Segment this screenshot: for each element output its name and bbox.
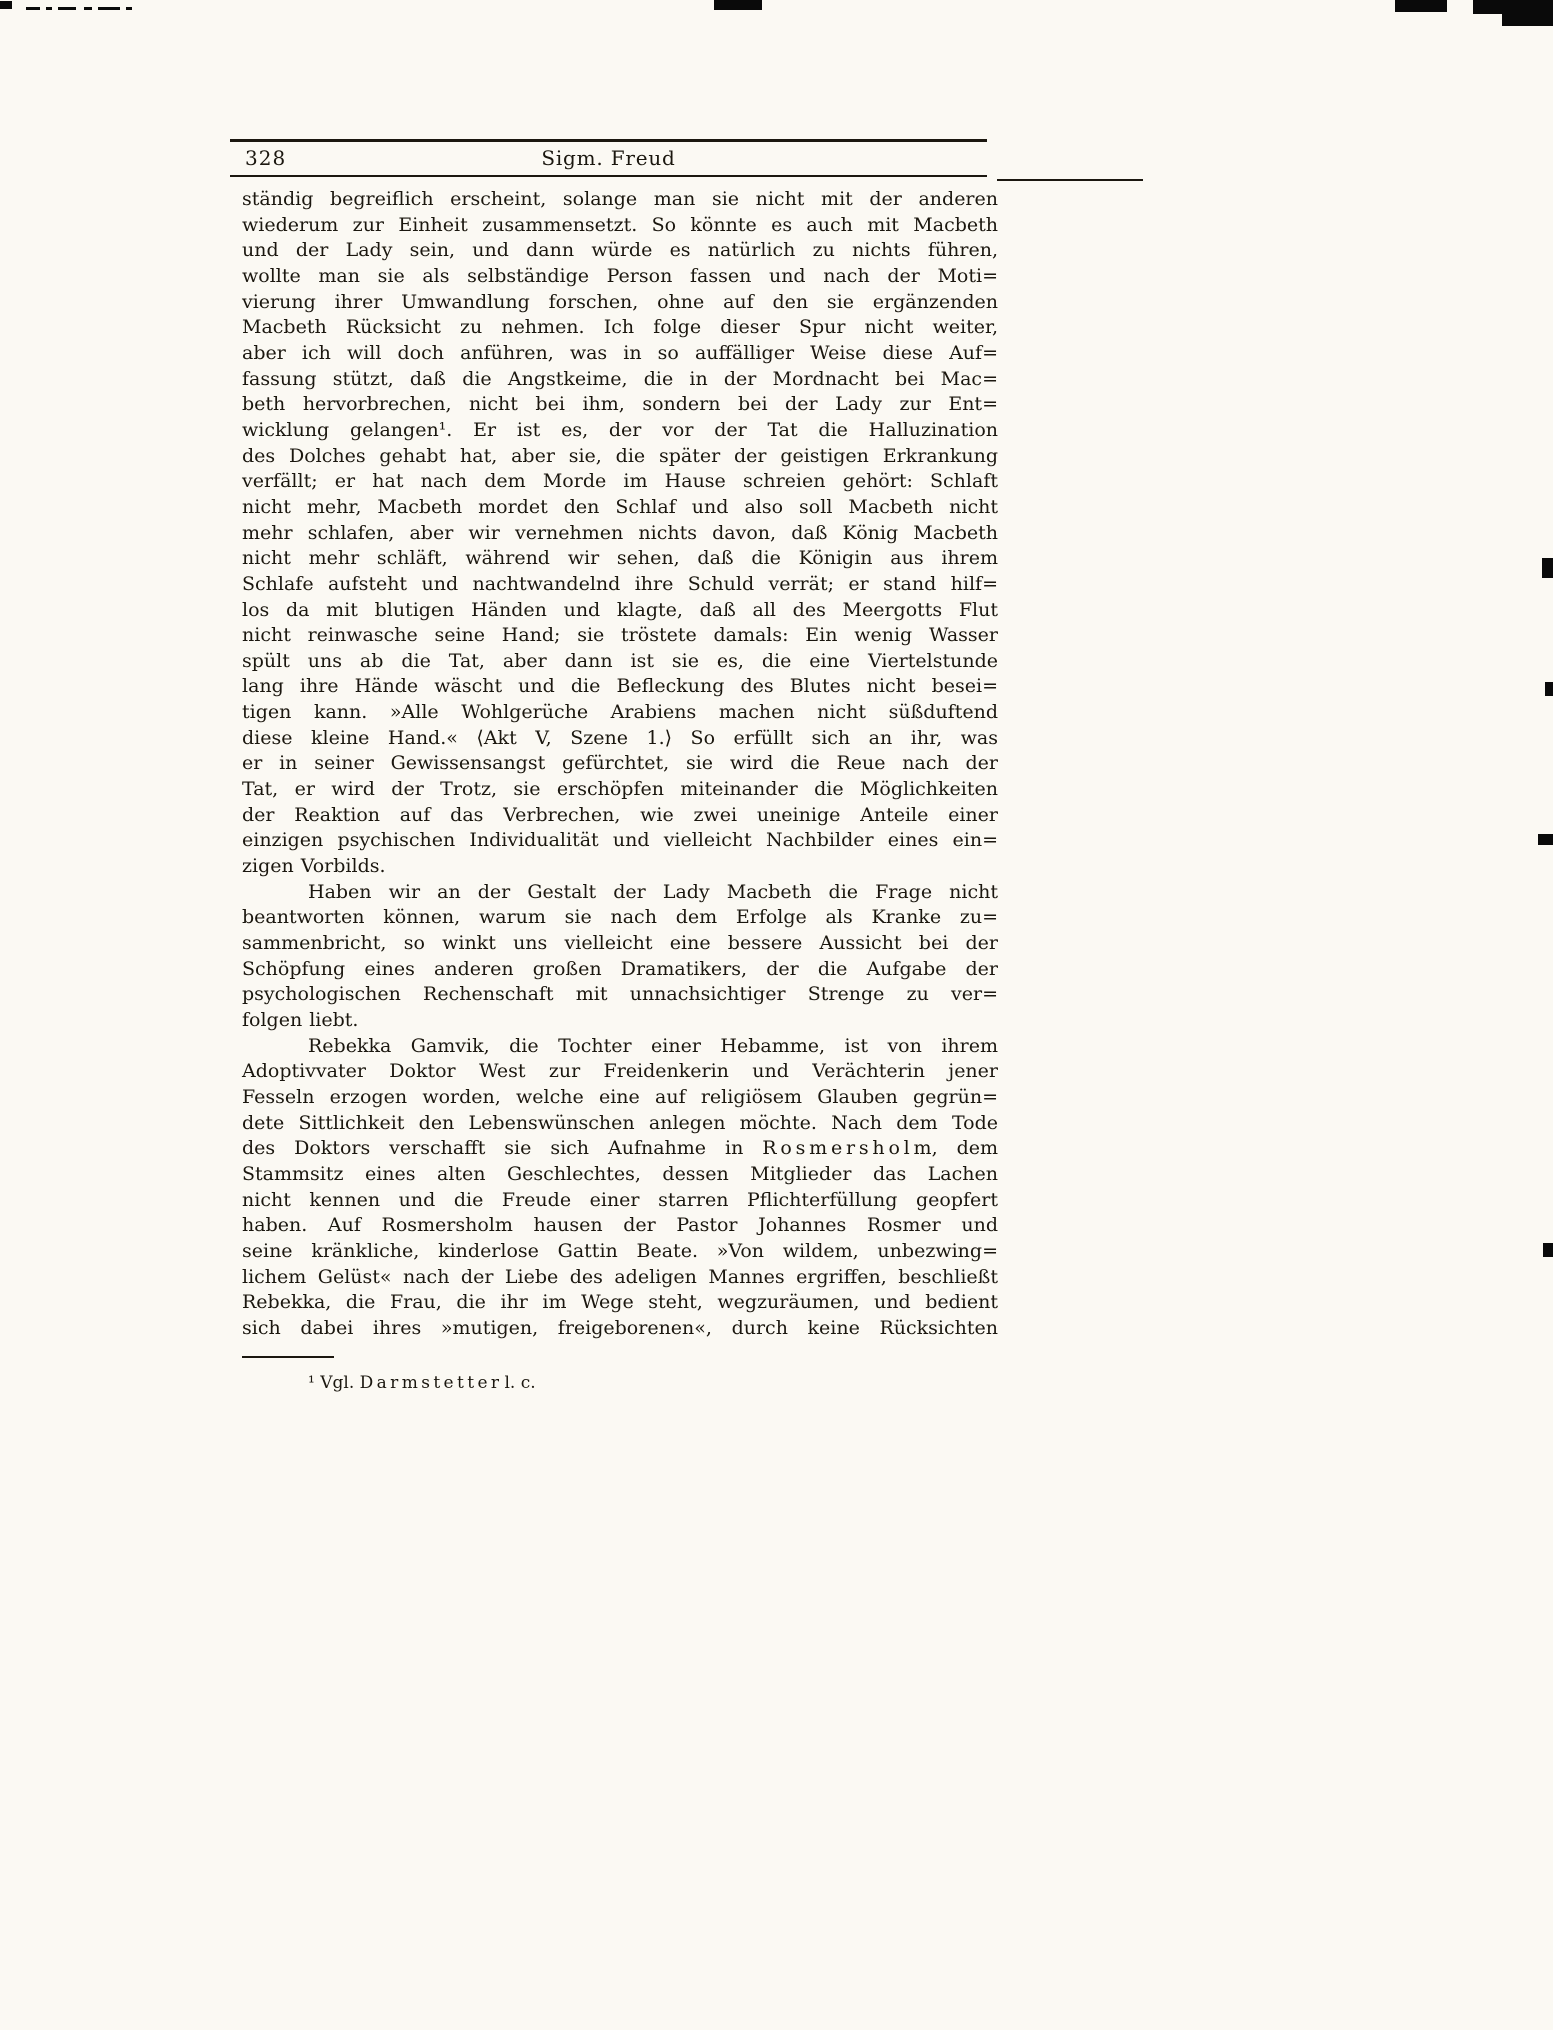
page-number: 328	[245, 146, 287, 170]
text-line: nicht mehr schläft, während wir sehen, daß die Königin aus ihrem	[242, 547, 998, 570]
text-line: haben. Auf Rosmersholm hausen der Pastor Johannes Rosmer und	[242, 1214, 998, 1237]
paragraph	[242, 880, 998, 1034]
footnote-text: ¹ Vgl. D a r m s t e t t e r l. c.	[308, 1373, 536, 1393]
text-line: lang ihre Hände wäscht und die Befleckung des Blutes nicht besei=	[242, 675, 998, 698]
text-line: diese kleine Hand.« ⟨Akt V, Szene 1.⟩ So erfüllt sich an ihr, was	[242, 726, 998, 749]
text-line: wicklung gelangen¹. Er ist es, der vor der Tat die Halluzination	[242, 418, 998, 441]
scan-artifact	[98, 7, 120, 10]
text-line: Macbeth Rücksicht zu nehmen. Ich folge dieser Spur nicht weiter,	[242, 316, 998, 339]
paragraph	[242, 187, 998, 880]
body-text	[242, 187, 998, 1342]
scan-artifact	[84, 7, 92, 10]
text-line: aber ich will doch anführen, was in so auffälliger Weise diese Auf=	[242, 341, 998, 364]
scan-artifact	[1545, 682, 1553, 696]
scan-artifact	[58, 7, 76, 10]
scan-artifact	[1502, 14, 1553, 26]
text-line: einzigen psychischen Individualität und vielleicht Nachbilder eines ein=	[242, 829, 998, 852]
text-line: Schlafe aufsteht und nachtwandelnd ihre Schuld verrät; er stand hilf=	[242, 572, 998, 595]
header-rule-fragment	[997, 179, 1143, 181]
scan-artifact	[26, 7, 40, 10]
text-line: Rebekka Gamvik, die Tochter einer Hebamme, ist von ihrem	[308, 1034, 998, 1057]
footnote-rule	[242, 1356, 334, 1358]
text-line: des Doktors verschafft sie sich Aufnahme in R o s m e r s h o l m, dem	[242, 1137, 998, 1160]
header-rule-top	[230, 139, 987, 142]
text-line: verfällt; er hat nach dem Morde im Hause schreien gehört: Schlaft	[242, 470, 998, 493]
text-line: und der Lady sein, und dann würde es natürlich zu nichts führen,	[242, 239, 998, 262]
scan-artifact	[1473, 0, 1553, 14]
text-line: nicht mehr, Macbeth mordet den Schlaf und also soll Macbeth nicht	[242, 495, 998, 518]
text-line: beth hervorbrechen, nicht bei ihm, sondern bei der Lady zur Ent=	[242, 393, 998, 416]
scan-artifact	[1543, 1243, 1553, 1257]
text-line: er in seiner Gewissensangst gefürchtet, sie wird die Reue nach der	[242, 752, 998, 775]
text-line: Adoptivvater Doktor West zur Freidenkerin und Verächterin jener	[242, 1060, 998, 1083]
footnote	[242, 1371, 998, 1395]
text-line: spült uns ab die Tat, aber dann ist sie es, die eine Viertelstunde	[242, 649, 998, 672]
text-line: nicht kennen und die Freude einer starren Pflichterfüllung geopfert	[242, 1188, 998, 1211]
text-line: lichem Gelüst« nach der Liebe des adeligen Mannes ergriffen, beschließt	[242, 1265, 998, 1288]
text-line: des Dolches gehabt hat, aber sie, die später der geistigen Erkrankung	[242, 444, 998, 467]
scan-artifact	[126, 7, 132, 10]
text-line: Stammsitz eines alten Geschlechtes, dessen Mitglieder das Lachen	[242, 1162, 998, 1185]
text-line: tigen kann. »Alle Wohlgerüche Arabiens machen nicht süßduftend	[242, 701, 998, 724]
running-head: Sigm. Freud	[541, 146, 676, 170]
header-rule-bottom	[230, 175, 987, 177]
text-line: vierung ihrer Umwandlung forschen, ohne auf den sie ergänzenden	[242, 290, 998, 313]
text-line: der Reaktion auf das Verbrechen, wie zwei uneinige Anteile einer	[242, 803, 998, 826]
text-line: folgen liebt.	[242, 1009, 359, 1031]
text-line: wiederum zur Einheit zusammensetzt. So könnte es auch mit Macbeth	[242, 213, 998, 236]
text-line: Fesseln erzogen worden, welche eine auf religiösem Glauben gegrün=	[242, 1085, 998, 1108]
text-line: Tat, er wird der Trotz, sie erschöpfen miteinander die Möglichkeiten	[242, 778, 998, 801]
text-line: mehr schlafen, aber wir vernehmen nichts davon, daß König Macbeth	[242, 521, 998, 544]
text-line: sich dabei ihres »mutigen, freigeborenen«, durch keine Rücksichten	[242, 1316, 998, 1339]
text-line: Rebekka, die Frau, die ihr im Wege steht, wegzuräumen, und bedient	[242, 1291, 998, 1314]
text-line: fassung stützt, daß die Angstkeime, die in der Mordnacht bei Mac=	[242, 367, 998, 390]
text-line: sammenbricht, so winkt uns vielleicht eine bessere Aussicht bei der	[242, 932, 998, 955]
scan-artifact	[46, 7, 52, 10]
text-line: nicht reinwasche seine Hand; sie tröstete damals: Ein wenig Wasser	[242, 624, 998, 647]
text-line: Schöpfung eines anderen großen Dramatikers, der die Aufgabe der	[242, 957, 998, 980]
text-line: wollte man sie als selbständige Person fassen und nach der Moti=	[242, 264, 998, 287]
text-line: los da mit blutigen Händen und klagte, daß all des Meergotts Flut	[242, 598, 998, 621]
scan-artifact	[1542, 558, 1553, 578]
text-line: psychologischen Rechenschaft mit unnachsichtiger Strenge zu ver=	[242, 983, 998, 1006]
text-line: Haben wir an der Gestalt der Lady Macbeth die Frage nicht	[308, 880, 998, 903]
scan-artifact	[714, 0, 762, 10]
text-line: ständig begreiflich erscheint, solange man sie nicht mit der anderen	[242, 188, 998, 210]
text-line: dete Sittlichkeit den Lebenswünschen anlegen möchte. Nach dem Tode	[242, 1111, 998, 1134]
text-line: beantworten können, warum sie nach dem Erfolge als Kranke zu=	[242, 906, 998, 929]
text-line: seine kränkliche, kinderlose Gattin Beate. »Von wildem, unbezwing=	[242, 1239, 998, 1262]
scan-artifact	[0, 1, 12, 9]
paragraph	[242, 1034, 998, 1342]
scan-artifact	[1538, 834, 1553, 845]
text-line: zigen Vorbilds.	[242, 855, 386, 878]
scan-artifact	[1395, 0, 1447, 12]
